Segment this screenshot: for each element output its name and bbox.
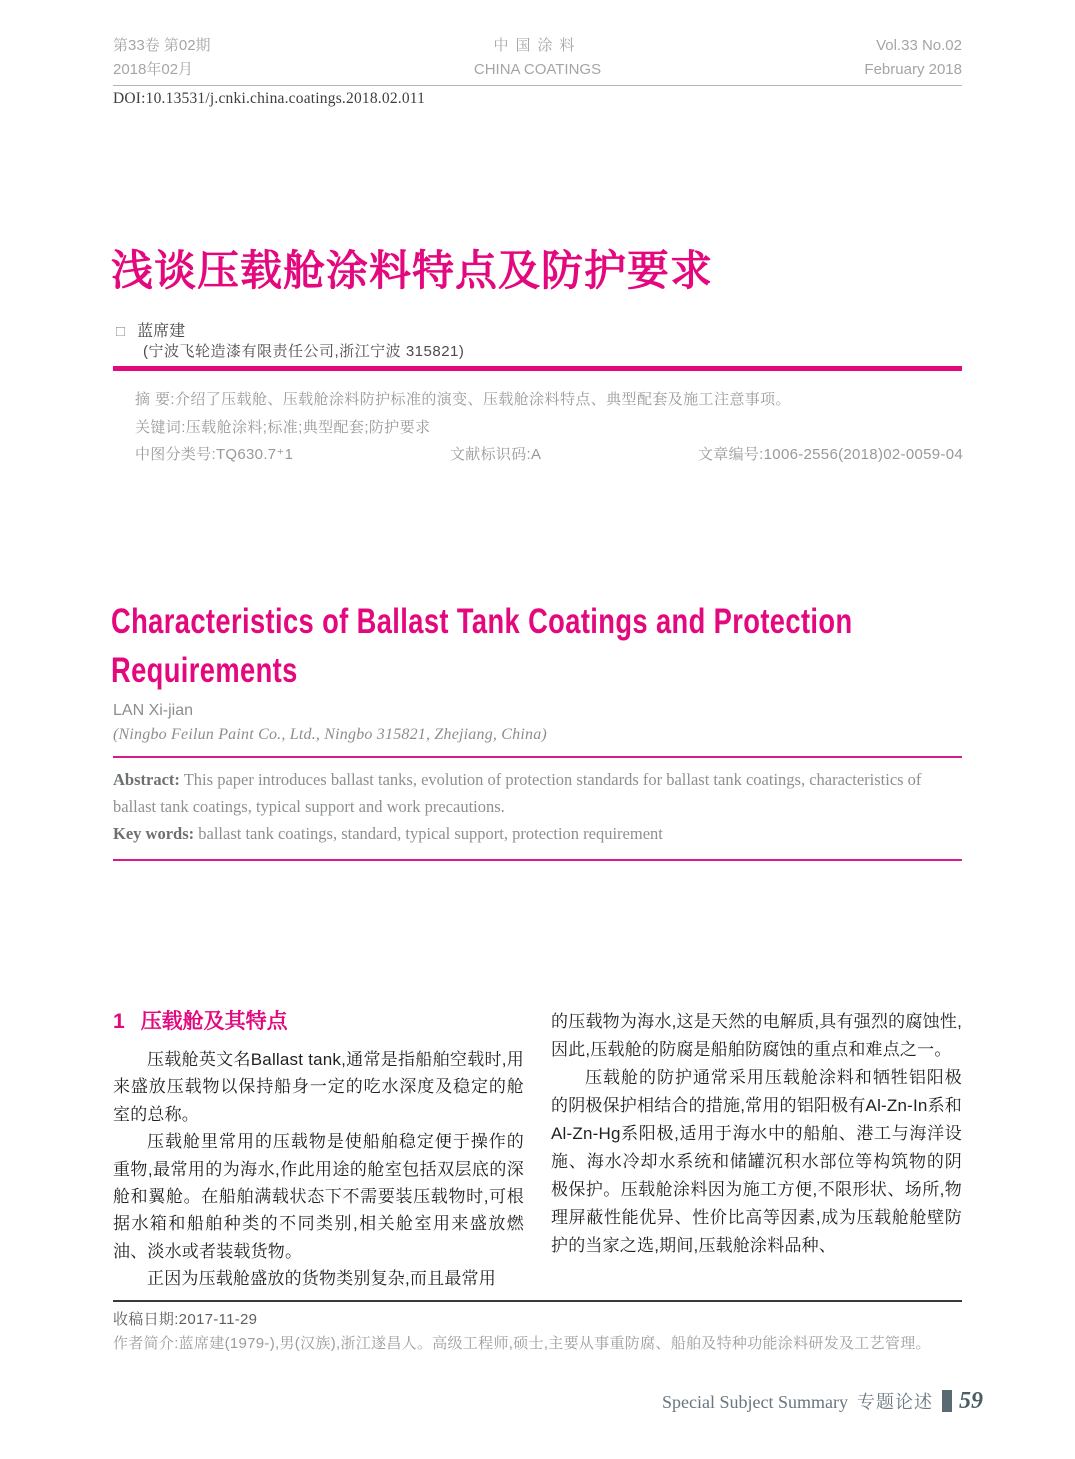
article-title-cn: 浅谈压载舱涂料特点及防护要求 [111, 247, 714, 294]
page-number: 59 [959, 1388, 983, 1414]
doi-line: DOI:10.13531/j.cnki.china.coatings.2018.02.011 [113, 90, 426, 107]
clc-value: TQ630.7⁺1 [215, 446, 294, 463]
affiliation-en: (Ningbo Feilun Paint Co., Ltd., Ningbo 315821, Zhejiang, China) [113, 726, 547, 743]
body-paragraph: 正因为压载舱盛放的货物类别复杂,而且最常用 [147, 1269, 496, 1289]
author-bio-label: 作者简介: [113, 1335, 179, 1352]
title-accent-rule [113, 366, 962, 371]
article-title-en-line1: Characteristics of Ballast Tank Coatings and Protection [111, 602, 853, 641]
author-name-cn: 蓝席建 [137, 323, 186, 340]
section-1-number: 1 [113, 1010, 125, 1033]
received-date-value: 2017-11-29 [178, 1311, 258, 1328]
date-en: February 2018 [864, 61, 962, 78]
article-title-en [111, 597, 1062, 695]
author-row [116, 318, 185, 341]
volume-issue-en: Vol.33 No.02 [876, 37, 962, 54]
keywords-cn [135, 416, 965, 437]
header-left [113, 34, 211, 82]
page-footer [113, 1388, 983, 1415]
abstract-cn [135, 388, 965, 409]
right-column [551, 1008, 962, 1293]
journal-name-en: CHINA COATINGS [473, 61, 602, 78]
header-right [864, 34, 962, 82]
abstract-en-box [113, 756, 962, 861]
doc-code-value: A [530, 446, 542, 463]
abstract-cn-text: 介绍了压载舱、压载舱涂料防护标准的演变、压载舱涂料特点、典型配套及施工注意事项。 [174, 391, 791, 408]
date-cn: 2018年02月 [113, 61, 194, 78]
affiliation-cn: (宁波飞轮造漆有限责任公司,浙江宁波 315821) [143, 343, 465, 360]
abstract-en [113, 766, 962, 820]
footnote-divider [113, 1300, 962, 1302]
body-paragraph: 压载舱英文名Ballast tank,通常是指船舶空载时,用来盛放压载物以保持船身一定的吃水深度及稳定的舱室的总称。 [113, 1050, 524, 1124]
article-id-label: 文章编号: [697, 446, 764, 463]
body-paragraph: 的压载物为海水,这是天然的电解质,具有强烈的腐蚀性,因此,压载舱的防腐是船舶防腐蚀的重点和难点之一。 [551, 1012, 962, 1059]
footer-page-bar [942, 1390, 952, 1412]
keywords-cn-text: 压载舱涂料;标准;典型配套;防护要求 [185, 419, 431, 436]
classification-row [135, 443, 963, 464]
keywords-en-text: ballast tank coatings, standard, typical support, protection requirement [194, 824, 663, 843]
article-id-item [698, 443, 963, 464]
footer-label-en: Special Subject Summary [662, 1392, 848, 1412]
article-title-en-line2: Requirements [111, 651, 298, 690]
journal-name-cn: 中国涂料 [493, 37, 582, 54]
body-columns [113, 1008, 962, 1293]
abstract-en-text: This paper introduces ballast tanks, evolution of protection standards for ballast tank coatings, characteristics of ballast tank coatings, typical support and work precautions. [113, 770, 922, 816]
author-name-en: LAN Xi-jian [113, 702, 194, 719]
keywords-cn-label: 关键词: [135, 419, 186, 436]
author-bio-value: 蓝席建(1979-),男(汉族),浙江遂昌人。高级工程师,硕士,主要从事重防腐、船舶及特种功能涂料研发及工艺管理。 [178, 1335, 931, 1352]
header-center [474, 34, 601, 82]
received-date-note [113, 1308, 257, 1329]
journal-header [113, 34, 962, 82]
doc-code-label: 文献标识码: [450, 446, 531, 463]
left-column [113, 1008, 524, 1293]
section-1-title: 压载舱及其特点 [140, 1010, 288, 1033]
body-paragraph: 压载舱的防护通常采用压载舱涂料和牺牲铝阳极的阴极保护相结合的措施,常用的铝阳极有Al-Zn-In系和Al-Zn-Hg系阳极,适用于海水中的船舶、港工与海洋设施、海水冷却水系统和储罐沉积水部位等构筑物的阴极保护。压载舱涂料因为施工方便,不限形状、场所,物理屏蔽性能优异、性价比高等因素,成为压载舱舱壁防护的当家之选,期间,压载舱涂料品种、 [551, 1068, 962, 1255]
author-marker-square: □ [116, 323, 126, 340]
author-bio-note [113, 1332, 931, 1353]
received-date-label: 收稿日期: [113, 1311, 179, 1328]
clc-label: 中图分类号: [135, 446, 216, 463]
header-divider [113, 85, 962, 86]
section-1-heading [113, 1008, 524, 1036]
abstract-en-label: Abstract: [113, 770, 180, 789]
abstract-cn-label: 摘 要: [135, 391, 175, 408]
clc-item [135, 443, 293, 464]
keywords-en-label: Key words: [113, 824, 195, 843]
body-paragraph: 压载舱里常用的压载物是使船舶稳定便于操作的重物,最常用的为海水,作此用途的舱室包括双层底的深舱和翼舱。在船舶满载状态下不需要装压载物时,可根据水箱和船舶种类的不同类别,相关舱室用来盛放燃油、淡水或者装载货物。 [113, 1132, 524, 1261]
article-id-value: 1006-2556(2018)02-0059-04 [763, 446, 963, 463]
footer-label-cn: 专题论述 [857, 1392, 933, 1412]
keywords-en [113, 820, 962, 847]
volume-issue-cn: 第33卷 第02期 [113, 37, 211, 54]
doc-code-item [450, 443, 541, 464]
